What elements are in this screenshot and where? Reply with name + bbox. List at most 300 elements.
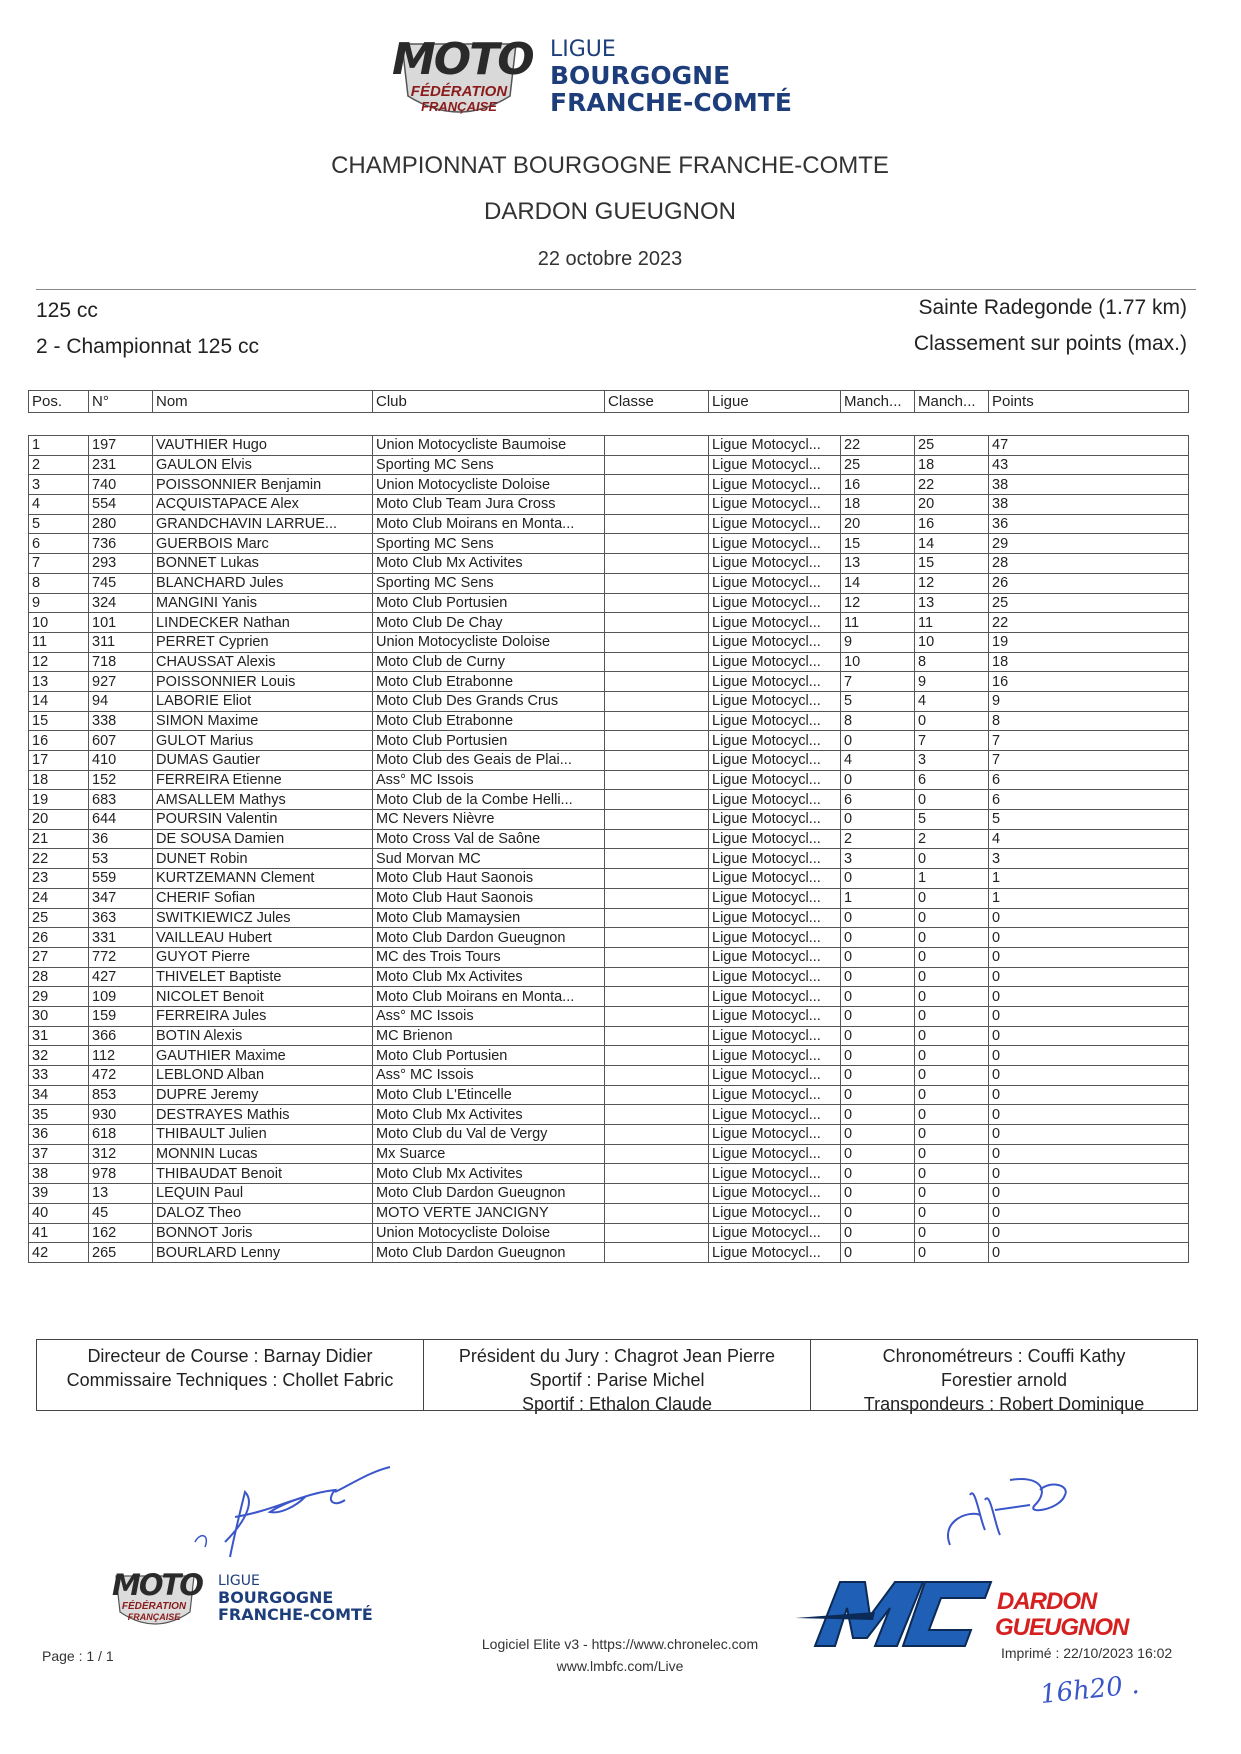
cell-points: 19 (989, 632, 1189, 652)
cell-pos: 28 (29, 967, 89, 987)
cell-heat2: 22 (915, 475, 989, 495)
cell-pos: 24 (29, 888, 89, 908)
signature-left (185, 1462, 400, 1567)
cell-heat2: 25 (915, 436, 989, 456)
cell-name: THIBAUDAT Benoit (153, 1164, 373, 1184)
cell-class (605, 967, 709, 987)
cell-class (605, 1203, 709, 1223)
cell-class (605, 1144, 709, 1164)
cell-heat1: 0 (841, 1203, 915, 1223)
cell-league: Ligue Motocycl... (709, 1203, 841, 1223)
cell-league: Ligue Motocycl... (709, 711, 841, 731)
cell-heat2: 0 (915, 987, 989, 1007)
cell-league: Ligue Motocycl... (709, 534, 841, 554)
cell-number: 772 (89, 947, 153, 967)
cell-pos: 4 (29, 495, 89, 515)
cell-points: 0 (989, 908, 1189, 928)
cell-league: Ligue Motocycl... (709, 632, 841, 652)
table-row (29, 613, 1189, 633)
cell-club: MOTO VERTE JANCIGNY (373, 1203, 605, 1223)
cell-name: THIVELET Baptiste (153, 967, 373, 987)
cell-points: 47 (989, 436, 1189, 456)
cell-heat1: 0 (841, 810, 915, 830)
cell-name: MONNIN Lucas (153, 1144, 373, 1164)
table-row (29, 1006, 1189, 1026)
cell-number: 930 (89, 1105, 153, 1125)
cell-club: MC des Trois Tours (373, 947, 605, 967)
cell-pos: 1 (29, 436, 89, 456)
cell-number: 159 (89, 1006, 153, 1026)
cell-pos: 2 (29, 455, 89, 475)
live-website-link[interactable]: www.lmbfc.com/Live (556, 1658, 684, 1674)
cell-club: Moto Club Mx Activites (373, 967, 605, 987)
cell-points: 26 (989, 573, 1189, 593)
cell-heat1: 3 (841, 849, 915, 869)
footer-logo-federation-line2: FRANÇAISE (127, 1612, 181, 1622)
cell-league: Ligue Motocycl... (709, 1105, 841, 1125)
cell-pos: 18 (29, 770, 89, 790)
cell-name: VAUTHIER Hugo (153, 436, 373, 456)
col-header-pos: Pos. (29, 391, 89, 413)
cell-points: 7 (989, 751, 1189, 771)
cell-class (605, 554, 709, 574)
cell-heat2: 1 (915, 869, 989, 889)
cell-number: 231 (89, 455, 153, 475)
cell-heat1: 7 (841, 672, 915, 692)
cell-heat1: 0 (841, 908, 915, 928)
cell-points: 29 (989, 534, 1189, 554)
cell-heat1: 18 (841, 495, 915, 515)
col-header-class: Classe (605, 391, 709, 413)
cell-club: Moto Club Dardon Gueugnon (373, 1243, 605, 1263)
cell-class (605, 613, 709, 633)
cell-name: AMSALLEM Mathys (153, 790, 373, 810)
officials-col-direction (37, 1340, 423, 1410)
cell-heat1: 0 (841, 1223, 915, 1243)
cell-heat1: 9 (841, 632, 915, 652)
cell-club: Moto Club Dardon Gueugnon (373, 928, 605, 948)
cell-pos: 33 (29, 1066, 89, 1086)
cell-pos: 20 (29, 810, 89, 830)
cell-class (605, 1164, 709, 1184)
cell-number: 736 (89, 534, 153, 554)
cell-heat2: 0 (915, 1026, 989, 1046)
cell-club: Moto Club Haut Saonois (373, 869, 605, 889)
cell-club: Moto Club Mx Activites (373, 1164, 605, 1184)
cell-number: 312 (89, 1144, 153, 1164)
cell-pos: 37 (29, 1144, 89, 1164)
cell-points: 1 (989, 888, 1189, 908)
col-header-heat1: Manch... (841, 391, 915, 413)
cell-number: 366 (89, 1026, 153, 1046)
logo-ligue-line1: LIGUE (550, 37, 616, 62)
cell-class (605, 652, 709, 672)
table-row (29, 534, 1189, 554)
table-row (29, 652, 1189, 672)
cell-points: 8 (989, 711, 1189, 731)
table-row (29, 514, 1189, 534)
results-header (28, 390, 1189, 413)
cell-class (605, 534, 709, 554)
cell-heat1: 0 (841, 1164, 915, 1184)
cell-name: DESTRAYES Mathis (153, 1105, 373, 1125)
footer-logo-ligue-line1: LIGUE (218, 1573, 260, 1589)
cell-club: Union Motocycliste Doloise (373, 475, 605, 495)
cell-points: 0 (989, 1085, 1189, 1105)
cell-club: Ass° MC Issois (373, 1066, 605, 1086)
cell-league: Ligue Motocycl... (709, 1125, 841, 1145)
cell-points: 7 (989, 731, 1189, 751)
cell-class (605, 573, 709, 593)
cell-heat1: 8 (841, 711, 915, 731)
cell-class (605, 987, 709, 1007)
mc-club-mark-icon (795, 1568, 995, 1658)
cell-number: 740 (89, 475, 153, 495)
cell-number: 554 (89, 495, 153, 515)
cell-heat2: 0 (915, 711, 989, 731)
cell-club: Sporting MC Sens (373, 573, 605, 593)
logo-federation-line1: FÉDÉRATION (410, 83, 508, 100)
cell-number: 559 (89, 869, 153, 889)
col-header-heat2: Manch... (915, 391, 989, 413)
cell-league: Ligue Motocycl... (709, 475, 841, 495)
cell-number: 311 (89, 632, 153, 652)
cell-league: Ligue Motocycl... (709, 1085, 841, 1105)
cell-points: 9 (989, 691, 1189, 711)
cell-number: 363 (89, 908, 153, 928)
cell-club: Moto Club Team Jura Cross (373, 495, 605, 515)
cell-club: Union Motocycliste Baumoise (373, 436, 605, 456)
page-number: Page : 1 / 1 (42, 1648, 114, 1664)
cell-points: 0 (989, 1105, 1189, 1125)
cell-club: Moto Cross Val de Saône (373, 829, 605, 849)
cell-pos: 22 (29, 849, 89, 869)
cell-club: MC Brienon (373, 1026, 605, 1046)
category-label: 125 cc (36, 299, 98, 322)
cell-name: GUERBOIS Marc (153, 534, 373, 554)
cell-league: Ligue Motocycl... (709, 436, 841, 456)
cell-number: 853 (89, 1085, 153, 1105)
cell-class (605, 731, 709, 751)
cell-pos: 40 (29, 1203, 89, 1223)
race-label: 2 - Championnat 125 cc (36, 335, 259, 358)
cell-class (605, 790, 709, 810)
cell-league: Ligue Motocycl... (709, 947, 841, 967)
cell-number: 347 (89, 888, 153, 908)
table-row (29, 987, 1189, 1007)
table-row (29, 1164, 1189, 1184)
cell-club: Moto Club Portusien (373, 593, 605, 613)
cell-heat2: 0 (915, 790, 989, 810)
cell-pos: 12 (29, 652, 89, 672)
cell-league: Ligue Motocycl... (709, 908, 841, 928)
cell-club: Moto Club Dardon Gueugnon (373, 1184, 605, 1204)
cell-heat1: 13 (841, 554, 915, 574)
logo-moto-text: MOTO (392, 34, 533, 85)
cell-points: 18 (989, 652, 1189, 672)
cell-points: 6 (989, 770, 1189, 790)
table-row (29, 770, 1189, 790)
table-row (29, 947, 1189, 967)
cell-heat2: 4 (915, 691, 989, 711)
cell-heat2: 18 (915, 455, 989, 475)
cell-heat2: 0 (915, 1223, 989, 1243)
footer-ligue-logo (108, 1568, 408, 1642)
cell-league: Ligue Motocycl... (709, 1144, 841, 1164)
cell-club: Moto Club Etrabonne (373, 711, 605, 731)
cell-class (605, 751, 709, 771)
cell-name: LEQUIN Paul (153, 1184, 373, 1204)
cell-heat1: 0 (841, 947, 915, 967)
cell-heat2: 0 (915, 1243, 989, 1263)
cell-name: PERRET Cyprien (153, 632, 373, 652)
cell-class (605, 691, 709, 711)
cell-league: Ligue Motocycl... (709, 810, 841, 830)
cell-club: Moto Club Des Grands Crus (373, 691, 605, 711)
col-header-league: Ligue (709, 391, 841, 413)
club-logo-line1: DARDON (997, 1588, 1097, 1615)
cell-class (605, 829, 709, 849)
cell-number: 745 (89, 573, 153, 593)
table-row (29, 790, 1189, 810)
cell-class (605, 770, 709, 790)
cell-league: Ligue Motocycl... (709, 928, 841, 948)
header-logo (384, 34, 844, 130)
footer-logo-ligue-line3: FRANCHE-COMTÉ (218, 1605, 373, 1625)
cell-pos: 19 (29, 790, 89, 810)
cell-points: 0 (989, 1184, 1189, 1204)
table-row (29, 1085, 1189, 1105)
printed-timestamp: Imprimé : 22/10/2023 16:02 (1001, 1645, 1173, 1661)
cell-league: Ligue Motocycl... (709, 1046, 841, 1066)
cell-name: GULOT Marius (153, 731, 373, 751)
cell-club: Moto Club De Chay (373, 613, 605, 633)
table-row (29, 1223, 1189, 1243)
cell-number: 927 (89, 672, 153, 692)
cell-pos: 38 (29, 1164, 89, 1184)
cell-number: 94 (89, 691, 153, 711)
event-title: DARDON GUEUGNON (483, 198, 736, 225)
cell-club: Moto Club de Curny (373, 652, 605, 672)
cell-number: 410 (89, 751, 153, 771)
ranking-mode-label: Classement sur points (max.) (913, 332, 1187, 355)
cell-class (605, 1026, 709, 1046)
cell-pos: 10 (29, 613, 89, 633)
cell-class (605, 1085, 709, 1105)
officials-col-timing (810, 1340, 1197, 1414)
cell-heat1: 0 (841, 869, 915, 889)
cell-heat2: 6 (915, 770, 989, 790)
cell-club: Moto Club du Val de Vergy (373, 1125, 605, 1145)
cell-class (605, 1046, 709, 1066)
cell-class (605, 810, 709, 830)
table-row (29, 1026, 1189, 1046)
cell-number: 472 (89, 1066, 153, 1086)
cell-league: Ligue Motocycl... (709, 691, 841, 711)
cell-club: Moto Club Portusien (373, 1046, 605, 1066)
cell-class (605, 711, 709, 731)
cell-points: 0 (989, 967, 1189, 987)
cell-number: 338 (89, 711, 153, 731)
cell-heat1: 4 (841, 751, 915, 771)
sporting-official-1: Sportif : Parise Michel (529, 1370, 705, 1390)
cell-name: CHAUSSAT Alexis (153, 652, 373, 672)
cell-points: 0 (989, 1243, 1189, 1263)
cell-heat1: 1 (841, 888, 915, 908)
footer-logo-ligue-line2: BOURGOGNE (218, 1588, 334, 1608)
cell-heat1: 0 (841, 987, 915, 1007)
cell-league: Ligue Motocycl... (709, 751, 841, 771)
cell-club: Moto Club L'Etincelle (373, 1085, 605, 1105)
cell-club: Moto Club Mx Activites (373, 554, 605, 574)
table-row (29, 1125, 1189, 1145)
cell-number: 644 (89, 810, 153, 830)
table-row (29, 751, 1189, 771)
cell-name: NICOLET Benoit (153, 987, 373, 1007)
race-director: Directeur de Course : Barnay Didier (87, 1346, 373, 1366)
table-row (29, 554, 1189, 574)
cell-heat1: 5 (841, 691, 915, 711)
cell-name: LINDECKER Nathan (153, 613, 373, 633)
cell-points: 0 (989, 1006, 1189, 1026)
table-row (29, 1144, 1189, 1164)
cell-heat1: 0 (841, 1085, 915, 1105)
cell-points: 0 (989, 1046, 1189, 1066)
cell-heat1: 11 (841, 613, 915, 633)
cell-heat1: 10 (841, 652, 915, 672)
logo-ligue-line2: BOURGOGNE (550, 60, 731, 90)
cell-name: LABORIE Eliot (153, 691, 373, 711)
track-label: Sainte Radegonde (1.77 km) (918, 296, 1187, 319)
cell-league: Ligue Motocycl... (709, 495, 841, 515)
cell-heat2: 0 (915, 1085, 989, 1105)
cell-heat2: 13 (915, 593, 989, 613)
cell-club: Moto Club Moirans en Monta... (373, 514, 605, 534)
cell-number: 197 (89, 436, 153, 456)
cell-heat2: 0 (915, 908, 989, 928)
cell-heat2: 0 (915, 1203, 989, 1223)
cell-club: MC Nevers Nièvre (373, 810, 605, 830)
cell-name: POISSONNIER Louis (153, 672, 373, 692)
cell-club: Ass° MC Issois (373, 1006, 605, 1026)
cell-points: 4 (989, 829, 1189, 849)
cell-points: 0 (989, 1066, 1189, 1086)
cell-name: POISSONNIER Benjamin (153, 475, 373, 495)
cell-class (605, 1184, 709, 1204)
cell-points: 38 (989, 475, 1189, 495)
cell-number: 718 (89, 652, 153, 672)
cell-points: 0 (989, 1026, 1189, 1046)
cell-number: 265 (89, 1243, 153, 1263)
col-header-club: Club (373, 391, 605, 413)
cell-pos: 6 (29, 534, 89, 554)
cell-class (605, 888, 709, 908)
header-divider (36, 289, 1196, 290)
table-row (29, 573, 1189, 593)
cell-class (605, 928, 709, 948)
cell-class (605, 1006, 709, 1026)
table-row (29, 1046, 1189, 1066)
cell-heat1: 16 (841, 475, 915, 495)
cell-heat1: 0 (841, 1006, 915, 1026)
cell-pos: 26 (29, 928, 89, 948)
cell-points: 0 (989, 1144, 1189, 1164)
cell-pos: 3 (29, 475, 89, 495)
cell-class (605, 1243, 709, 1263)
cell-name: DUMAS Gautier (153, 751, 373, 771)
cell-name: GAULON Elvis (153, 455, 373, 475)
cell-name: THIBAULT Julien (153, 1125, 373, 1145)
jury-president: Président du Jury : Chagrot Jean Pierre (458, 1346, 776, 1366)
cell-league: Ligue Motocycl... (709, 888, 841, 908)
table-row (29, 495, 1189, 515)
cell-heat2: 0 (915, 1066, 989, 1086)
table-row (29, 691, 1189, 711)
cell-heat2: 0 (915, 928, 989, 948)
cell-number: 162 (89, 1223, 153, 1243)
cell-name: SIMON Maxime (153, 711, 373, 731)
cell-club: Moto Club Haut Saonois (373, 888, 605, 908)
cell-number: 978 (89, 1164, 153, 1184)
cell-heat2: 3 (915, 751, 989, 771)
cell-club: Sporting MC Sens (373, 534, 605, 554)
cell-heat2: 16 (915, 514, 989, 534)
cell-name: FERREIRA Jules (153, 1006, 373, 1026)
cell-heat2: 11 (915, 613, 989, 633)
cell-heat2: 0 (915, 1006, 989, 1026)
results-table (28, 435, 1189, 1263)
cell-name: POURSIN Valentin (153, 810, 373, 830)
footer-logo-moto-text: MOTO (112, 1568, 202, 1602)
cell-heat1: 0 (841, 928, 915, 948)
cell-pos: 39 (29, 1184, 89, 1204)
cell-number: 280 (89, 514, 153, 534)
cell-heat2: 14 (915, 534, 989, 554)
cell-heat2: 0 (915, 947, 989, 967)
cell-number: 607 (89, 731, 153, 751)
cell-name: FERREIRA Etienne (153, 770, 373, 790)
cell-class (605, 593, 709, 613)
cell-heat1: 0 (841, 1184, 915, 1204)
table-row (29, 672, 1189, 692)
cell-class (605, 1105, 709, 1125)
cell-pos: 27 (29, 947, 89, 967)
cell-pos: 23 (29, 869, 89, 889)
cell-name: BLANCHARD Jules (153, 573, 373, 593)
cell-league: Ligue Motocycl... (709, 829, 841, 849)
software-credit: Logiciel Elite v3 - https://www.chronelec.com (481, 1636, 759, 1652)
cell-points: 0 (989, 1164, 1189, 1184)
cell-heat1: 0 (841, 731, 915, 751)
club-logo-line2: GUEUGNON (995, 1614, 1129, 1641)
cell-name: GUYOT Pierre (153, 947, 373, 967)
cell-heat1: 6 (841, 790, 915, 810)
cell-league: Ligue Motocycl... (709, 790, 841, 810)
cell-club: Moto Club Mx Activites (373, 1105, 605, 1125)
cell-name: DUNET Robin (153, 849, 373, 869)
cell-club: Moto Club de la Combe Helli... (373, 790, 605, 810)
cell-class (605, 869, 709, 889)
cell-heat2: 0 (915, 1144, 989, 1164)
cell-club: Moto Club Etrabonne (373, 672, 605, 692)
cell-heat2: 10 (915, 632, 989, 652)
cell-class (605, 455, 709, 475)
cell-name: BOURLARD Lenny (153, 1243, 373, 1263)
cell-pos: 35 (29, 1105, 89, 1125)
col-header-number: N° (89, 391, 153, 413)
cell-heat2: 20 (915, 495, 989, 515)
table-row (29, 1105, 1189, 1125)
